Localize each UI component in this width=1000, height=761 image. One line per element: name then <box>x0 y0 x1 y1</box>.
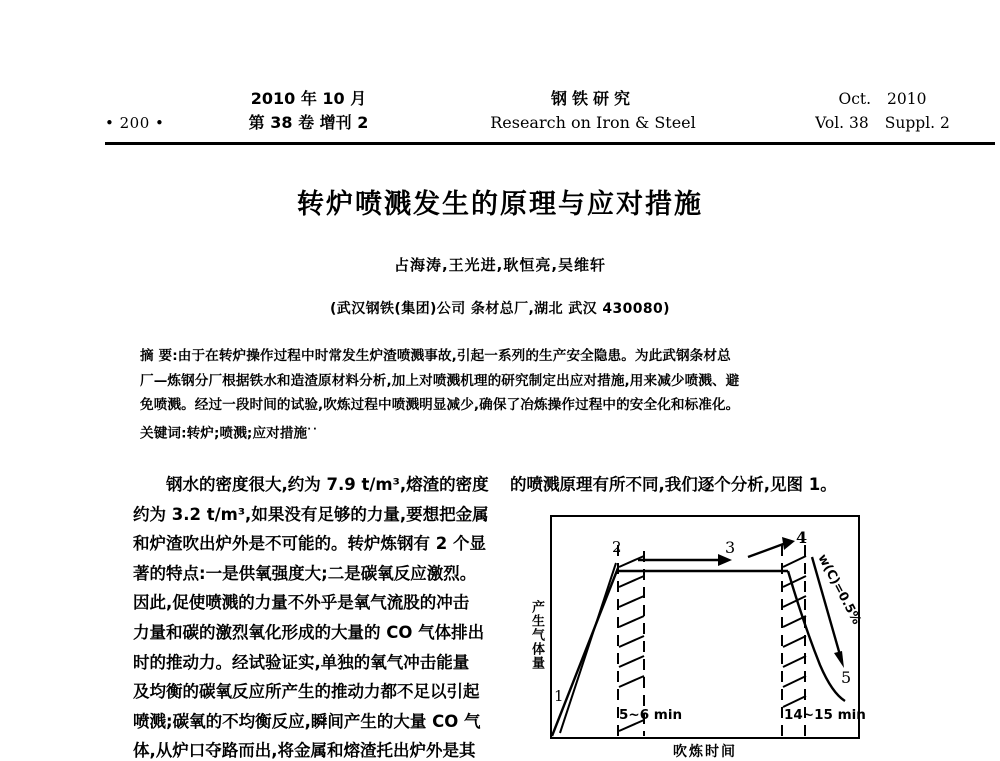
page-number: • 200 • <box>105 114 165 132</box>
arrow-stage-4 <box>748 537 795 557</box>
body-line: 因此,促使喷溅的力量不外乎是氧气流股的冲击 <box>133 593 470 613</box>
chart-label-5: 5 <box>841 668 852 687</box>
suppl-en: Suppl. 2 <box>884 114 950 132</box>
body-line: 和炉渣吹出炉外是不可能的。转炉炼钢有 2 个显 <box>133 534 486 554</box>
abstract-line: 摘 要:由于在转炉操作过程中时常发生炉渣喷溅事故,引起一系列的生产安全隐患。为此武钢条材总 <box>140 348 731 364</box>
body-line: 的喷溅原理有所不同,我们逐个分析,见图 1。 <box>510 475 837 494</box>
page-title: 转炉喷溅发生的原理与应对措施 <box>297 189 703 220</box>
journal-title-cn: 钢铁研究 <box>550 89 635 108</box>
volume-en: Vol. 38 <box>815 114 869 132</box>
chart-label-1: 1 <box>554 687 564 705</box>
abstract-line: 厂—炼钢分厂根据铁水和造渣原材料分析,加上对喷溅机理的研究制定出应对措施,用来减少喷溅、避 <box>140 372 740 389</box>
keywords-line <box>140 418 888 446</box>
running-head <box>105 86 995 138</box>
chart-y-axis-label: 产生气体量 <box>529 600 544 670</box>
journal-title-en: Research on Iron & Steel <box>490 113 696 132</box>
figure-gas-vs-time <box>520 505 890 760</box>
chart-curve-label-wc: w(C)=0.5% <box>815 551 865 627</box>
issue-year-en: 2010 <box>887 90 927 108</box>
body-line: 力量和碳的激烈氧化形成的大量的 CO 气体排出 <box>133 622 485 642</box>
running-head-spacer <box>105 90 201 108</box>
issue-date-en <box>770 90 995 108</box>
body-line: 体,从炉口夺路而出,将金属和熔渣托出炉外是其 <box>133 741 476 760</box>
issue-date-cn: 2010 年 10 月 <box>250 89 367 108</box>
chart-label-3: 3 <box>725 538 736 557</box>
chart-region-label-right: 14~15 min <box>784 707 866 723</box>
author-list: 占海涛,王光进,耿恒亮,吴维轩 <box>393 256 607 274</box>
chart-frame <box>551 516 859 738</box>
body-column-left <box>133 470 505 760</box>
running-head-row-bottom <box>105 110 995 134</box>
body-line: 及均衡的碳氧反应所产生的推动力都不足以引起 <box>133 682 480 702</box>
body-line: 喷溅;碳氧的不均衡反应,瞬间产生的大量 CO 气 <box>133 711 481 731</box>
abstract-block <box>140 344 888 446</box>
body-column-right <box>510 470 890 500</box>
body-line: 著的特点:一是供氧强度大;二是碳氧反应激烈。 <box>133 563 477 583</box>
issue-month-en: Oct. <box>838 90 872 108</box>
header-divider-rule <box>105 142 995 145</box>
body-line: 时的推动力。经试验证实,单独的氧气冲击能量 <box>133 652 470 672</box>
chart-label-2: 2 <box>612 538 622 556</box>
volume-issue-cn: 第 38 卷 增刊 2 <box>248 113 369 132</box>
chart-region-label-left: 5~6 min <box>619 707 683 723</box>
chart-label-4: 4 <box>796 528 808 547</box>
keywords-trailing-mark: ·· <box>307 423 319 435</box>
chart-svg <box>520 505 890 760</box>
abstract-line: 免喷溅。经过一段时间的试验,吹炼过程中喷溅明显减少,确保了冶炼操作过程中的安全化和标准化。 <box>140 397 740 413</box>
chart-x-axis-label: 吹炼时间 <box>673 744 737 760</box>
author-affiliation: (武汉钢铁(集团)公司 条材总厂,湖北 武汉 430080) <box>330 301 670 317</box>
volume-issue-en <box>770 114 995 132</box>
running-head-row-top <box>105 86 995 110</box>
arrow-stage-3 <box>638 554 732 566</box>
body-line: 约为 3.2 t/m³,如果没有足够的力量,要想把金属 <box>133 504 489 524</box>
body-line: 钢水的密度很大,约为 7.9 t/m³,熔渣的密度 <box>166 475 489 494</box>
keywords-text: 关键词:转炉;喷溅;应对措施 <box>140 425 308 442</box>
